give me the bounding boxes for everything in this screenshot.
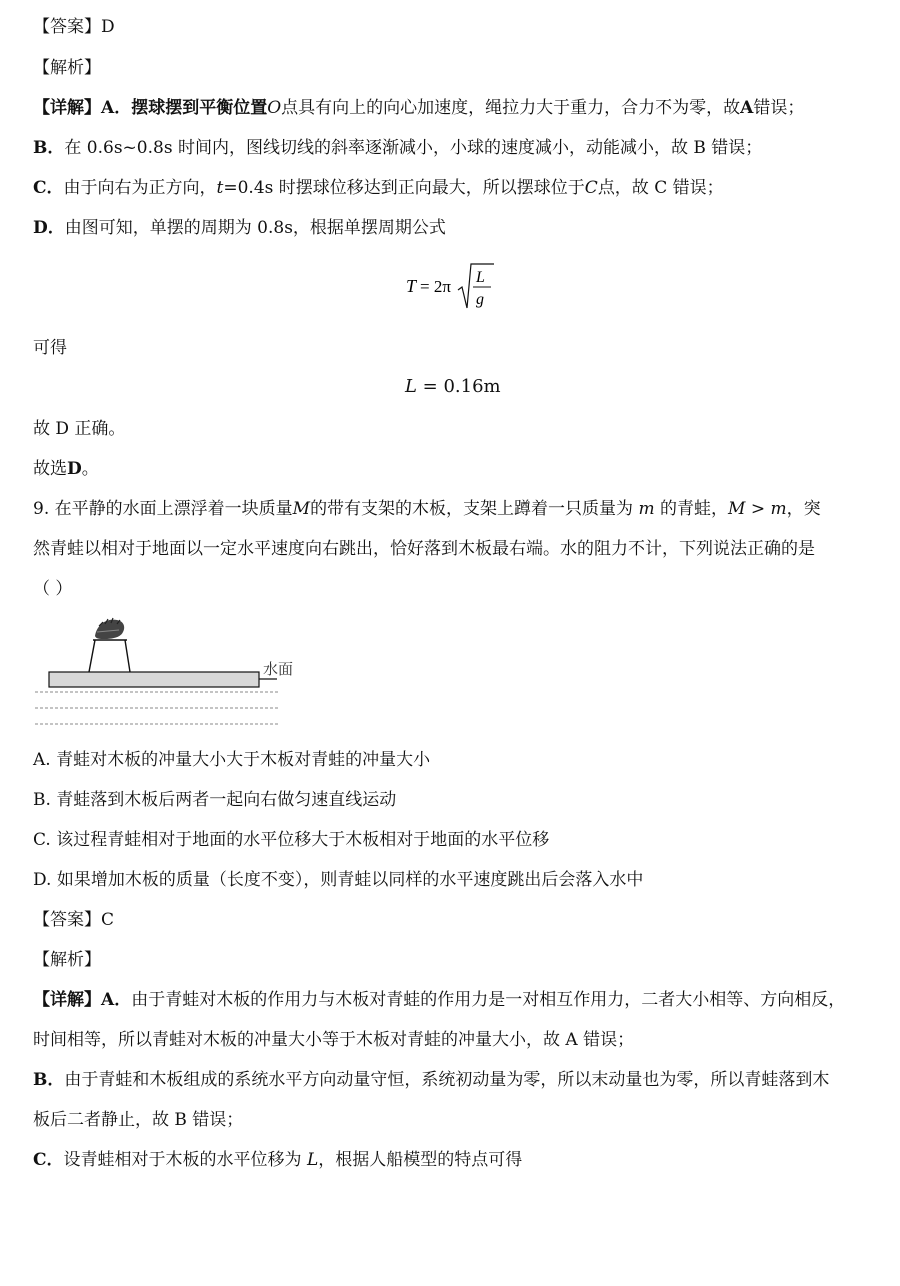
option-d: D. 如果增加木板的质量（长度不变），则青蛙以同样的水平速度跳出后会落入水中	[33, 870, 644, 890]
question-number: 9.	[33, 499, 50, 519]
question-line-2: 然青蛙以相对于地面以一定水平速度向右跳出，恰好落到木板最右端。水的阻力不计，下列说法正确的是	[33, 539, 815, 559]
prev-answer-label: 【答案】	[33, 17, 101, 37]
frog-board-figure	[33, 612, 303, 732]
prev-answer-line	[33, 16, 115, 38]
solution-c-head: C．	[33, 1150, 64, 1170]
ineq-op: >	[745, 499, 771, 519]
formula2-var: L	[405, 376, 417, 397]
ineq-m: m	[770, 499, 787, 519]
choose-text: 故选	[33, 459, 67, 479]
option-c: C. 该过程青蛙相对于地面的水平位移大于木板相对于地面的水平位移	[33, 830, 550, 850]
prev-item-a	[33, 97, 804, 119]
formula1-num: L	[476, 269, 485, 286]
prev-analysis-label: 【解析】	[33, 58, 101, 78]
solution-c-var: L	[306, 1150, 319, 1170]
question-text-1c: 的青蛙，	[660, 499, 728, 519]
answer-value: C	[101, 910, 115, 930]
prev-item-c-body3: 点，故 C 错误；	[597, 178, 724, 198]
question-text-1d: ，突	[786, 499, 821, 519]
prev-item-c-var-c: C	[584, 178, 598, 198]
water-lines	[35, 692, 278, 724]
answer-label: 【答案】	[33, 910, 101, 930]
prev-item-c	[33, 177, 724, 199]
support-stand	[89, 640, 130, 672]
frog-image	[95, 618, 124, 639]
prev-item-b-head: B．	[33, 138, 65, 158]
wooden-board	[49, 672, 259, 687]
period-formula	[400, 258, 500, 314]
solution-b-line-1	[33, 1069, 829, 1091]
prev-item-c-body1: 由于向右为正方向，	[63, 178, 217, 198]
ineq-M: M	[728, 499, 746, 519]
formula1-eq: = 2π	[420, 277, 451, 296]
question-text-1b: 的带有支架的木板，支架上蹲着一只质量为	[310, 499, 634, 519]
prev-item-a-head: A．摆球摆到平衡位置	[101, 98, 268, 118]
prev-item-a-letter: A	[740, 98, 754, 118]
solution-a-line-2: 时间相等，所以青蛙对木板的冲量大小等于木板对青蛙的冲量大小，故 A 错误；	[33, 1030, 635, 1050]
var-M: M	[292, 499, 311, 519]
option-b: B. 青蛙落到木板后两者一起向右做匀速直线运动	[33, 790, 397, 810]
solution-a-text-1: 由于青蛙对木板的作用力与木板对青蛙的作用力是一对相互作用力，二者大小相等、方向相反，	[131, 990, 846, 1010]
prev-item-c-body2: =0.4s 时摆球位移达到正向最大，所以摆球位于	[223, 178, 585, 198]
prev-item-a-tail: 点具有向上的向心加速度，绳拉力大于重力，合力不为零，故	[281, 98, 741, 118]
prev-item-a-end: 错误；	[753, 98, 805, 118]
solution-b-line-2: 板后二者静止，故 B 错误；	[33, 1110, 244, 1130]
choose-letter: D	[67, 459, 82, 479]
question-line-1	[33, 498, 821, 520]
water-surface-label: 水面	[263, 660, 294, 678]
question-text-1a: 在平静的水面上漂浮着一块质量	[54, 499, 293, 519]
solution-b-text-1: 由于青蛙和木板组成的系统水平方向动量守恒，系统初动量为零，所以末动量也为零，所以青蛙落到木	[64, 1070, 830, 1090]
question-paren: （ ）	[33, 579, 73, 599]
analysis-label: 【解析】	[33, 950, 101, 970]
formula2-rest: = 0.16m	[416, 376, 501, 397]
d-correct-line: 故 D 正确。	[33, 419, 126, 439]
prev-item-c-head: C．	[33, 178, 64, 198]
solution-b-head: B．	[33, 1070, 65, 1090]
length-result	[405, 375, 501, 399]
prev-item-b	[33, 137, 762, 159]
prev-item-a-var: O	[267, 98, 282, 118]
solution-c-text-1a: 设青蛙相对于木板的水平位移为	[63, 1150, 302, 1170]
solution-c-line-1	[33, 1149, 522, 1171]
prev-item-d-head: D．	[33, 218, 65, 238]
solution-a-line-1	[33, 989, 845, 1011]
can-get-line: 可得	[33, 338, 67, 358]
solution-c-text-1b: ，根据人船模型的特点可得	[318, 1150, 523, 1170]
solution-a-head: A．	[101, 990, 132, 1010]
choose-end: 。	[81, 459, 99, 479]
prev-item-c-var-t: t	[216, 178, 224, 198]
choose-line	[33, 458, 99, 480]
detail-label: 【详解】	[33, 990, 101, 1010]
option-a: A. 青蛙对木板的冲量大小大于木板对青蛙的冲量大小	[33, 750, 431, 770]
prev-answer-value: D	[101, 17, 115, 37]
prev-detail-label: 【详解】	[33, 98, 101, 118]
prev-item-b-body: 在 0.6s~0.8s 时间内，图线切线的斜率逐渐减小，小球的速度减小，动能减小，故 B 错误；	[64, 138, 763, 158]
prev-item-d	[33, 217, 446, 239]
answer-line	[33, 909, 114, 931]
var-m: m	[638, 499, 655, 519]
formula1-lhs: T	[406, 276, 417, 296]
formula1-den: g	[476, 291, 484, 308]
prev-item-d-body: 由图可知，单摆的周期为 0.8s，根据单摆周期公式	[64, 218, 446, 238]
